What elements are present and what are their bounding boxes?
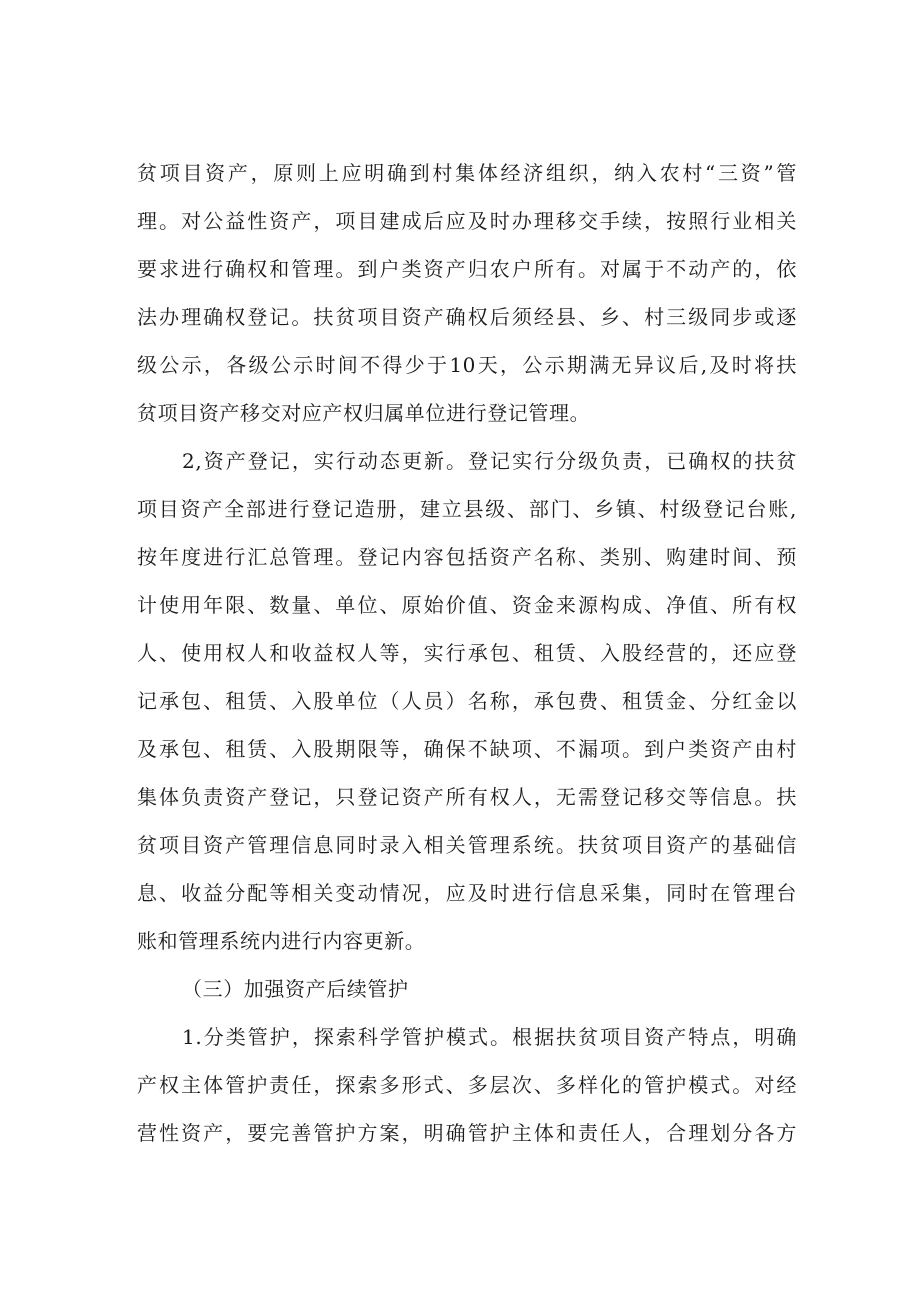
- body-text-line: 要求进行确权和管理。到户类资产归农户所有。对属于不动产的，依: [137, 257, 797, 281]
- body-text-line: 项目资产全部进行登记造册，建立县级、部门、乡镇、村级登记台账,: [137, 497, 797, 521]
- section-heading: （三）加强资产后续管护: [182, 977, 409, 1001]
- body-text-line: 贫项目资产管理信息同时录入相关管理系统。扶贫项目资产的基础信: [137, 833, 797, 857]
- body-text-line: 产权主体管护责任，探索多形式、多层次、多样化的管护模式。对经: [137, 1073, 797, 1097]
- body-text-line: 营性资产，要完善管护方案，明确管护主体和责任人，合理划分各方: [137, 1121, 797, 1145]
- body-text-line: 账和管理系统内进行内容更新。: [137, 929, 426, 953]
- body-text-line: 按年度进行汇总管理。登记内容包括资产名称、类别、购建时间、预: [137, 545, 797, 569]
- body-text-line: 贫项目资产，原则上应明确到村集体经济组织，纳入农村“三资”管: [137, 161, 797, 185]
- body-text-line: 理。对公益性资产，项目建成后应及时办理移交手续，按照行业相关: [137, 209, 797, 233]
- paragraph-first-line: 2,资产登记，实行动态更新。登记实行分级负责，已确权的扶贫: [182, 449, 797, 473]
- body-text-line: 记承包、租赁、入股单位（人员）名称，承包费、租赁金、分红金以: [137, 689, 797, 713]
- body-text-line: 人、使用权人和收益权人等，实行承包、租赁、入股经营的，还应登: [137, 641, 797, 665]
- paragraph-first-line: 1.分类管护，探索科学管护模式。根据扶贫项目资产特点，明确: [182, 1025, 797, 1049]
- body-text-line: 法办理确权登记。扶贫项目资产确权后须经县、乡、村三级同步或逐: [137, 305, 797, 329]
- body-text-line: 计使用年限、数量、单位、原始价值、资金来源构成、净值、所有权: [137, 593, 797, 617]
- body-text-line: 级公示，各级公示时间不得少于10天，公示期满无异议后,及时将扶: [137, 353, 797, 377]
- body-text-line: 集体负责资产登记，只登记资产所有权人，无需登记移交等信息。扶: [137, 785, 797, 809]
- body-text-line: 息、收益分配等相关变动情况，应及时进行信息采集，同时在管理台: [137, 881, 797, 905]
- body-text-line: 及承包、租赁、入股期限等，确保不缺项、不漏项。到户类资产由村: [137, 737, 797, 761]
- body-text-line: 贫项目资产移交对应产权归属单位进行登记管理。: [137, 401, 591, 425]
